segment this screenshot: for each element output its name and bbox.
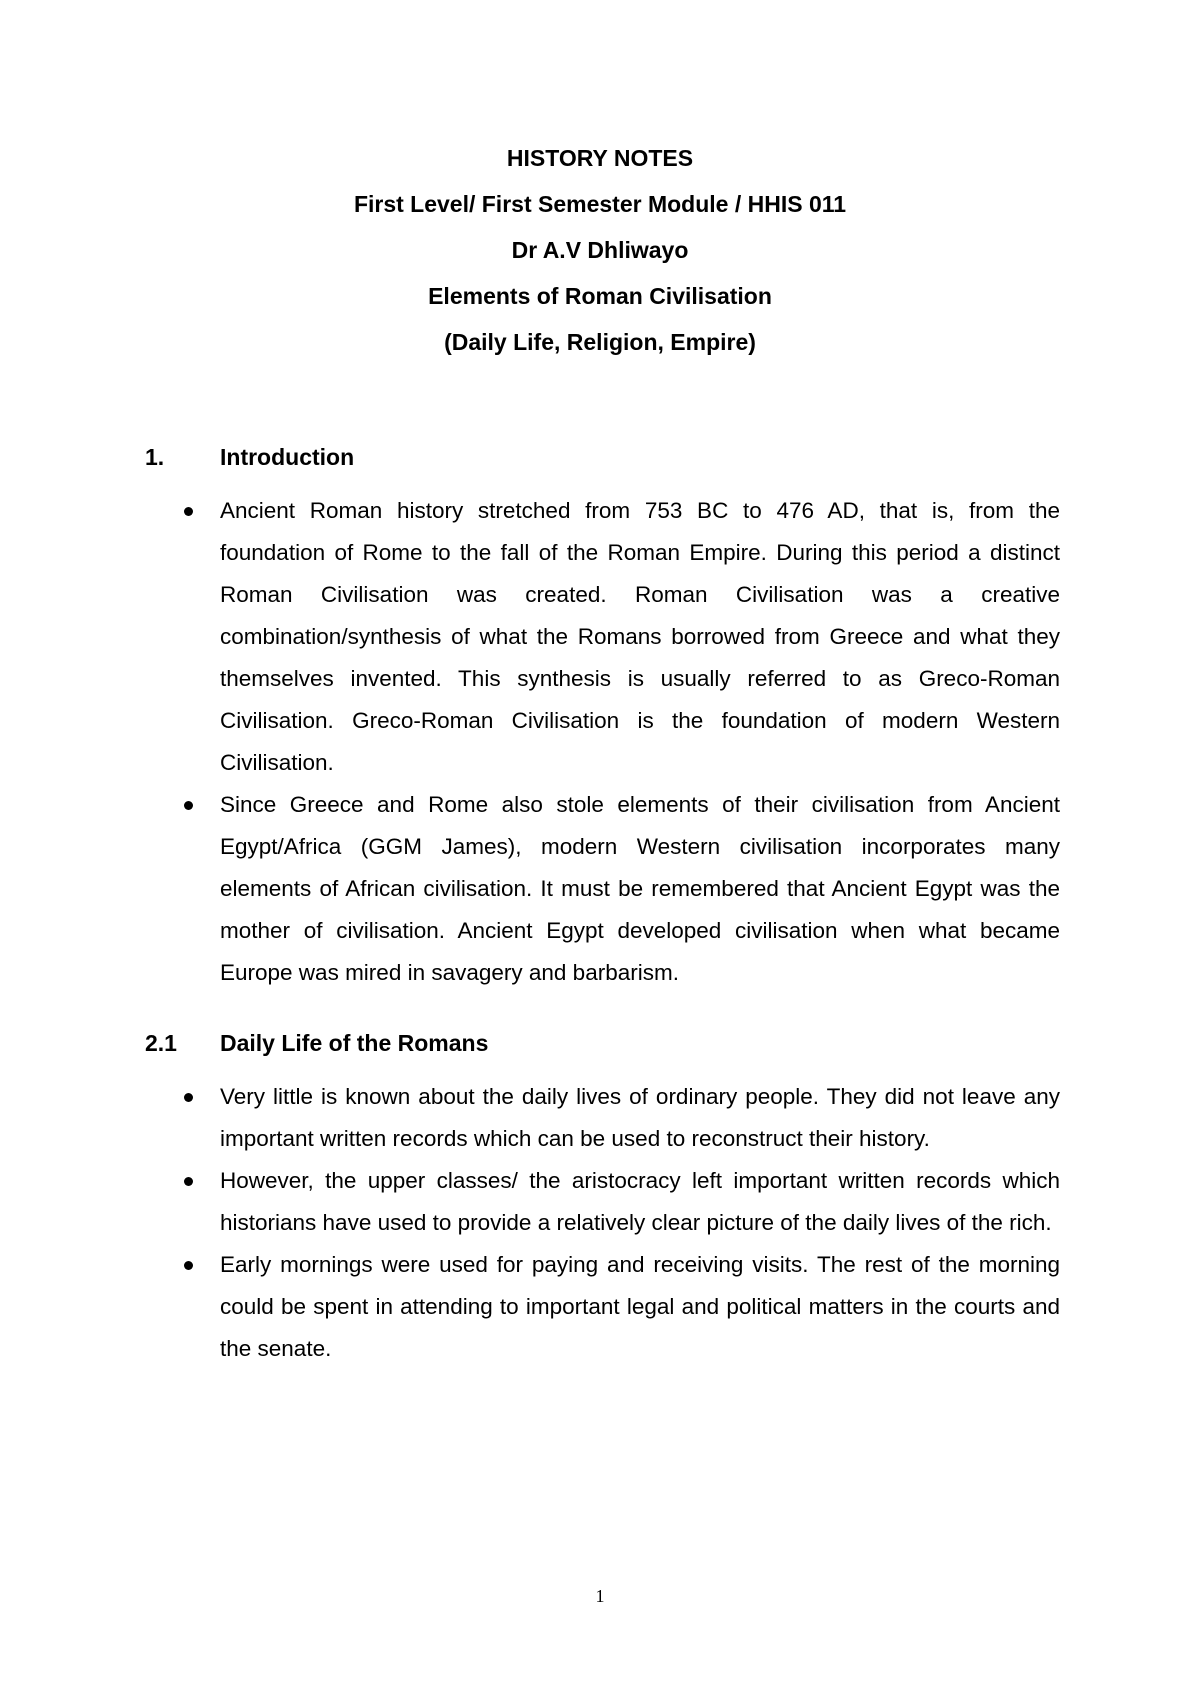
bullet-text: Very little is known about the daily lives of ordinary people. They did not leave any important written records which can be used to reconstruct their history. (220, 1084, 1060, 1151)
section-number: 2.1 (145, 1030, 177, 1056)
bullet-text: Early mornings were used for paying and receiving visits. The rest of the morning could be spent in attending to important legal and political matters in the courts and the senate. (220, 1252, 1060, 1361)
bullet-text: Ancient Roman history stretched from 753 BC to 476 AD, that is, from the foundation of Rome to the fall of the Roman Empire. During this period a distinct Roman Civilisation was created. Roman Civilisation was a creative combination/synthesis of what the Romans borrowed from Greece and what they themselves invented. This synthesis is usually referred to as Greco-Roman Civilisation. Greco-Roman Civilisation is the foundation of modern Western Civilisation. (220, 498, 1060, 775)
title-block (0, 144, 1200, 374)
section-number: 1. (145, 444, 165, 470)
section-title: Daily Life of the Romans (220, 1030, 489, 1056)
document-title: HISTORY NOTES (506, 145, 694, 171)
author-line: Dr A.V Dhliwayo (511, 237, 689, 263)
bullet-icon (184, 507, 193, 516)
section-title: Introduction (220, 444, 355, 470)
list-item (145, 1160, 1060, 1244)
list-item (145, 784, 1060, 994)
topic-line: Elements of Roman Civilisation (428, 283, 772, 309)
module-line: First Level/ First Semester Module / HHIS 011 (353, 191, 847, 217)
page-number: 1 (595, 1586, 605, 1606)
list-item (145, 1076, 1060, 1160)
section-heading-daily-life (145, 1029, 488, 1057)
bullet-icon (184, 1261, 193, 1270)
subtopic-line: (Daily Life, Religion, Empire) (444, 329, 756, 355)
section-heading-introduction (145, 443, 354, 471)
introduction-bullet-list (145, 490, 1060, 994)
bullet-icon (184, 801, 193, 810)
bullet-icon (184, 1093, 193, 1102)
daily-life-bullet-list (145, 1076, 1060, 1370)
list-item (145, 490, 1060, 784)
list-item (145, 1244, 1060, 1370)
bullet-text: Since Greece and Rome also stole elements of their civilisation from Ancient Egypt/Africa (GGM James), modern Western civilisation incorporates many elements of African civilisation. It must be remembered that Ancient Egypt was the mother of civilisation. Ancient Egypt developed civilisation when what became Europe was mired in savagery and barbarism. (220, 792, 1060, 985)
bullet-text: However, the upper classes/ the aristocracy left important written records which historians have used to provide a relatively clear picture of the daily lives of the rich. (220, 1168, 1060, 1235)
bullet-icon (184, 1177, 193, 1186)
